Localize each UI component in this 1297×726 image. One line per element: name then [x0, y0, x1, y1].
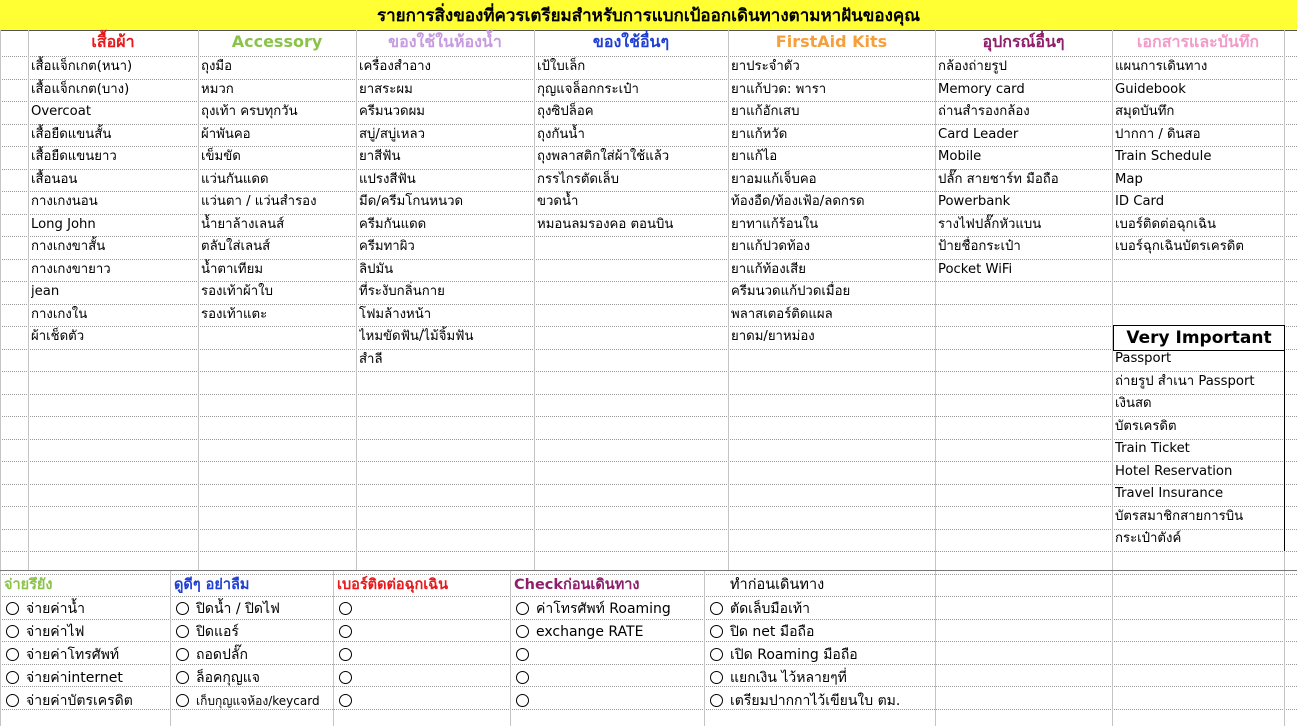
checklist-item[interactable]: ยาแก้ไอ — [731, 149, 778, 164]
section-divider — [0, 570, 1297, 571]
checklist-item[interactable]: เบอร์ติดต่อฉุกเฉิน — [1115, 217, 1216, 232]
bottom-checklist-item[interactable]: ปิดแอร์ — [196, 624, 239, 640]
checklist-item[interactable]: เบอร์ฉุกเฉินบัตรเครดิต — [1115, 239, 1244, 254]
checklist-item[interactable]: Long John — [31, 217, 96, 232]
bottom-checklist-item[interactable] — [536, 667, 706, 689]
bottom-checklist-item[interactable]: แยกเงิน ไว้หลายๆที่ — [730, 670, 847, 686]
checklist-item[interactable]: ยาแก้ท้องเสีย — [731, 262, 806, 277]
checklist-item[interactable]: แว่นตา / แว่นสำรอง — [201, 194, 317, 209]
checklist-item[interactable]: ปลั๊ก สายชาร์ท มือถือ — [938, 172, 1059, 187]
radio-button[interactable] — [6, 602, 19, 615]
bottom-checklist-item[interactable]: จ่ายค่าไฟ — [26, 624, 85, 640]
checklist-item[interactable]: ป้ายชื่อกระเป๋า — [938, 239, 1021, 254]
grid-col-line — [0, 570, 1, 726]
checklist-item[interactable]: ครีมนวดผม — [359, 104, 426, 119]
checklist-item[interactable]: Memory card — [938, 82, 1025, 97]
grid-col-line — [1284, 570, 1285, 726]
grid-row-line — [0, 506, 1297, 507]
category-header[interactable]: เอกสารและบันทึก — [1136, 32, 1260, 51]
radio-button[interactable] — [710, 602, 723, 615]
checklist-item[interactable]: กางเกงขาสั้น — [31, 239, 106, 254]
grid-row-line — [0, 439, 1297, 440]
bottom-section-header: Checkก่อนเดินทาง — [514, 577, 640, 593]
checklist-item[interactable]: เสื้อยืดแขนยาว — [31, 149, 117, 164]
grid-col-line — [1112, 570, 1113, 726]
checklist-item[interactable]: ยาแก้หวัด — [731, 127, 788, 142]
very-important-item[interactable]: Hotel Reservation — [1115, 464, 1233, 479]
bottom-checklist-item[interactable]: ปิด net มือถือ — [730, 624, 815, 640]
checklist-item[interactable]: หมอนลมรองคอ ตอนบิน — [537, 217, 674, 232]
grid-col-line — [198, 30, 199, 570]
bottom-checklist-item[interactable]: เปิด Roaming มือถือ — [730, 647, 858, 663]
category-header[interactable]: Accessory — [231, 32, 323, 51]
checklist-item[interactable]: Train Schedule — [1115, 149, 1212, 164]
bottom-section-header: เบอร์ติดต่อฉุกเฉิน — [337, 577, 449, 593]
checklist-item[interactable]: กางเกงขายาว — [31, 262, 111, 277]
checklist-item[interactable]: Pocket WiFi — [938, 262, 1013, 277]
checklist-item[interactable]: กุญแจล็อกกระเป๋า — [537, 82, 639, 97]
category-header[interactable]: ของใช้ในห้องน้ำ — [388, 32, 502, 51]
checklist-item[interactable]: โฟมล้างหน้า — [359, 307, 432, 322]
checklist-item[interactable]: เสื้อแจ็กเกต(บาง) — [31, 82, 130, 97]
radio-button[interactable] — [176, 602, 189, 615]
radio-button[interactable] — [339, 694, 352, 707]
grid-row-line — [0, 349, 1297, 350]
checklist-item[interactable]: น้ำตาเทียม — [201, 262, 264, 277]
bottom-checklist-item[interactable] — [359, 644, 512, 666]
checklist-item[interactable]: ถุงกันน้ำ — [537, 127, 585, 142]
radio-button[interactable] — [516, 694, 529, 707]
checklist-item[interactable]: ที่ระงับกลิ่นกาย — [359, 284, 445, 299]
checklist-item[interactable]: กรรไกรตัดเล็บ — [537, 172, 619, 187]
bottom-checklist-item[interactable]: เตรียมปากกาไว้เขียนใบ ตม. — [730, 693, 901, 709]
grid-row-line — [0, 416, 1297, 417]
grid-col-line — [935, 30, 936, 570]
radio-button[interactable] — [516, 648, 529, 661]
checklist-item[interactable]: ยาแก้อักเสบ — [731, 104, 800, 119]
checklist-item[interactable]: Map — [1115, 172, 1143, 187]
checklist-item[interactable]: Mobile — [938, 149, 982, 164]
radio-button[interactable] — [176, 671, 189, 684]
very-important-header: Very Important — [1113, 325, 1285, 351]
bottom-checklist-item[interactable]: จ่ายค่าโทรศัพท์ — [26, 647, 120, 663]
bottom-checklist-item[interactable] — [536, 644, 706, 666]
checklist-item[interactable]: ยาประจำตัว — [731, 59, 800, 74]
bottom-checklist-item[interactable] — [536, 690, 706, 712]
bottom-checklist-item[interactable]: เก็บกุญแจห้อง/keycard — [196, 694, 320, 708]
radio-button[interactable] — [176, 694, 189, 707]
very-important-item[interactable]: เงินสด — [1115, 396, 1152, 411]
radio-button[interactable] — [6, 625, 19, 638]
category-header[interactable]: อุปกรณ์อื่นๆ — [982, 32, 1065, 51]
checklist-item[interactable]: ยาอมแก้เจ็บคอ — [731, 172, 817, 187]
checklist-item[interactable]: ยาทาแก้ร้อนใน — [731, 217, 819, 232]
grid-col-line — [728, 30, 729, 570]
category-header[interactable]: FirstAid Kits — [775, 32, 888, 51]
very-important-item[interactable]: กระเป๋าตังค์ — [1115, 531, 1182, 546]
very-important-item[interactable]: ถ่ายรูป สำเนา Passport — [1115, 374, 1255, 389]
checklist-item[interactable]: แว่นกันแดด — [201, 172, 269, 187]
category-header[interactable]: เสื้อผ้า — [91, 32, 135, 51]
checklist-item[interactable]: ยาดม/ยาหม่อง — [731, 329, 815, 344]
bottom-checklist-item[interactable]: จ่ายค่าinternet — [26, 670, 123, 686]
radio-button[interactable] — [339, 671, 352, 684]
checklist-item[interactable]: มีด/ครีมโกนหนวด — [359, 194, 464, 209]
checklist-item[interactable]: ไหมขัดฟัน/ไม้จิ้มฟัน — [359, 329, 474, 344]
checklist-item[interactable]: ปากกา / ดินสอ — [1115, 127, 1201, 142]
grid-row-line — [0, 371, 1297, 372]
very-important-item[interactable]: Passport — [1115, 351, 1172, 366]
grid-row-line — [0, 529, 1297, 530]
bottom-checklist-item[interactable]: exchange RATE — [536, 624, 644, 640]
checklist-item[interactable]: สมุดบันทึก — [1115, 104, 1175, 119]
grid-col-line — [0, 30, 1, 570]
checklist-item[interactable]: ถุงเท้า ครบทุกวัน — [201, 104, 298, 119]
checklist-item[interactable]: ครีมทาผิว — [359, 239, 415, 254]
radio-button[interactable] — [339, 648, 352, 661]
checklist-item[interactable]: Overcoat — [31, 104, 92, 119]
checklist-item[interactable]: เสื้อยืดแขนสั้น — [31, 127, 112, 142]
checklist-item[interactable]: ครีมนวดแก้ปวดเมื่อย — [731, 284, 851, 299]
radio-button[interactable] — [176, 625, 189, 638]
bottom-checklist-item[interactable] — [359, 667, 512, 689]
radio-button[interactable] — [6, 648, 19, 661]
checklist-item[interactable]: ถ่านสำรองกล้อง — [938, 104, 1030, 119]
checklist-item[interactable]: ยาแก้ปวด: พารา — [731, 82, 827, 97]
checklist-item[interactable]: กล้องถ่ายรูป — [938, 59, 1007, 74]
grid-col-line — [534, 30, 535, 570]
bottom-checklist-item[interactable]: ถอดปลั๊ก — [196, 647, 248, 663]
bottom-section-header: จ่ายรึยัง — [4, 577, 53, 593]
very-important-item[interactable]: Travel Insurance — [1115, 486, 1224, 501]
checklist-item[interactable]: jean — [31, 284, 60, 299]
checklist-item[interactable]: สำลี — [359, 352, 383, 367]
checklist-item[interactable]: ผ้าพันคอ — [201, 127, 251, 142]
radio-button[interactable] — [516, 602, 529, 615]
checklist-item[interactable]: หมวก — [201, 82, 234, 97]
checklist-item[interactable]: Guidebook — [1115, 82, 1186, 97]
bottom-section-header: ทำก่อนเดินทาง — [730, 577, 825, 593]
checklist-item[interactable]: ถุงมือ — [201, 59, 233, 74]
category-header[interactable]: ของใช้อื่นๆ — [592, 32, 670, 51]
bottom-checklist-item[interactable] — [359, 621, 512, 643]
checklist-item[interactable]: ยาสีฟัน — [359, 149, 401, 164]
bottom-section-header: ดูดีๆ อย่าลืม — [174, 577, 250, 593]
radio-button[interactable] — [516, 625, 529, 638]
grid-col-line — [170, 570, 171, 726]
grid-row-line — [0, 484, 1297, 485]
sheet-title: รายการสิ่งของที่ควรเตรียมสำหรับการแบกเป้ออกเดินทางตามหาฝันของคุณ — [0, 0, 1297, 31]
bottom-checklist-item[interactable]: ล็อคกุญแจ — [196, 670, 260, 686]
checklist-item[interactable]: รองเท้าแตะ — [201, 307, 268, 322]
checklist-item[interactable]: ยาสระผม — [359, 82, 413, 97]
checklist-item[interactable]: รางไฟปลั๊กหัวแบน — [938, 217, 1042, 232]
grid-col-line — [28, 30, 29, 570]
radio-button[interactable] — [339, 602, 352, 615]
bottom-checklist-item[interactable] — [359, 598, 512, 620]
bottom-checklist-item[interactable]: ปิดน้ำ / ปิดไฟ — [196, 601, 280, 617]
checklist-item[interactable]: สบู่/สบู่เหลว — [359, 127, 425, 142]
radio-button[interactable] — [710, 648, 723, 661]
checklist-item[interactable]: แปรงสีฟัน — [359, 172, 416, 187]
radio-button[interactable] — [710, 671, 723, 684]
grid-col-line — [356, 30, 357, 570]
checklist-item[interactable]: เป้ใบเล็ก — [537, 59, 586, 74]
very-important-item[interactable]: บัตรสมาชิกสายการบิน — [1115, 509, 1244, 524]
checklist-item[interactable]: ท้องอืด/ท้องเฟ้อ/ลดกรด — [731, 194, 865, 209]
grid-row-line — [0, 394, 1297, 395]
checklist-item[interactable]: กางเกงใน — [31, 307, 88, 322]
radio-button[interactable] — [6, 671, 19, 684]
bottom-checklist-item[interactable] — [359, 690, 512, 712]
radio-button[interactable] — [339, 625, 352, 638]
checklist-item[interactable]: ยาแก้ปวดท้อง — [731, 239, 811, 254]
checklist-item[interactable]: ลิปมัน — [359, 262, 394, 277]
checklist-item[interactable]: ID Card — [1115, 194, 1165, 209]
grid-row-line — [0, 551, 1297, 552]
checklist-item[interactable]: พลาสเตอร์ติดแผล — [731, 307, 833, 322]
checklist-item[interactable]: เครื่องสำอาง — [359, 59, 431, 74]
checklist-item[interactable]: กางเกงนอน — [31, 194, 98, 209]
radio-button[interactable] — [710, 625, 723, 638]
checklist-item[interactable]: รองเท้าผ้าใบ — [201, 284, 273, 299]
checklist-item[interactable]: ถุงพลาสติกใส่ผ้าใช้แล้ว — [537, 149, 670, 164]
radio-button[interactable] — [516, 671, 529, 684]
checklist-item[interactable]: Card Leader — [938, 127, 1019, 142]
radio-button[interactable] — [176, 648, 189, 661]
checklist-item[interactable]: ขวดน้ำ — [537, 194, 579, 209]
checklist-item[interactable]: ตลับใส่เลนส์ — [201, 239, 271, 254]
checklist-item[interactable]: เสื้อนอน — [31, 172, 78, 187]
bottom-checklist-item[interactable]: จ่ายค่าน้ำ — [26, 601, 85, 617]
bottom-checklist-item[interactable]: ตัดเล็บมือเท้า — [730, 601, 810, 617]
checklist-item[interactable]: น้ำยาล้างเลนส์ — [201, 217, 285, 232]
radio-button[interactable] — [6, 694, 19, 707]
checklist-item[interactable]: แผนการเดินทาง — [1115, 59, 1208, 74]
checklist-item[interactable]: Powerbank — [938, 194, 1011, 209]
grid-row-line — [0, 461, 1297, 462]
very-important-item[interactable]: บัตรเครดิต — [1115, 419, 1177, 434]
checklist-item[interactable]: เสื้อแจ็กเกต(หนา) — [31, 59, 133, 74]
bottom-checklist-item[interactable]: ค่าโทรศัพท์ Roaming — [536, 601, 671, 617]
bottom-checklist-item[interactable]: จ่ายค่าบัตรเครดิต — [26, 693, 133, 709]
checklist-item[interactable]: เข็มขัด — [201, 149, 241, 164]
checklist-item[interactable]: ผ้าเช็ดตัว — [31, 329, 85, 344]
checklist-item[interactable]: ถุงซิปล็อค — [537, 104, 594, 119]
very-important-item[interactable]: Train Ticket — [1115, 441, 1190, 456]
radio-button[interactable] — [710, 694, 723, 707]
checklist-item[interactable]: ครีมกันแดด — [359, 217, 427, 232]
grid-row-line — [0, 596, 1297, 597]
